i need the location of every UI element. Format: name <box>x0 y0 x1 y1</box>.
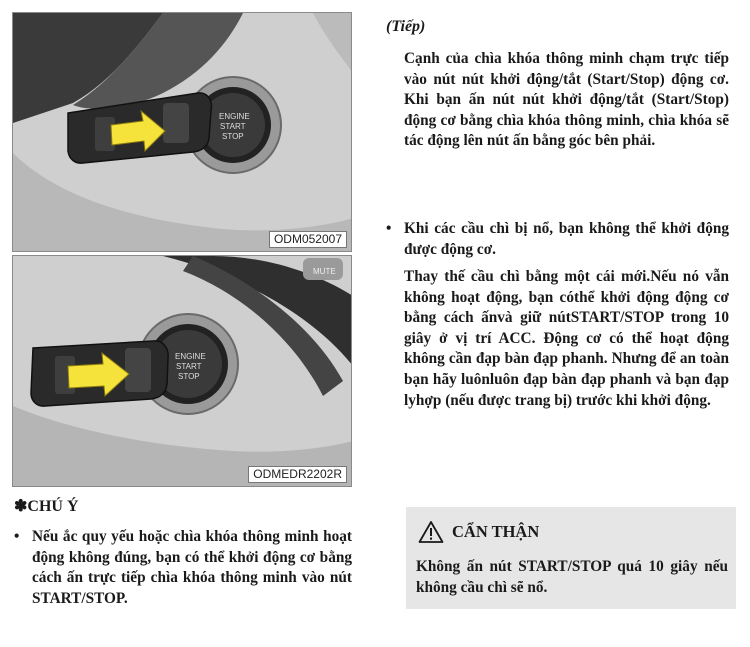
figure-code-2: ODMEDR2202R <box>248 466 347 483</box>
svg-text:STOP: STOP <box>222 132 244 141</box>
illustration-key-on-button-2 <box>12 255 352 487</box>
svg-text:ENGINE: ENGINE <box>219 112 250 121</box>
fuse-bullet-text: Khi các cầu chì bị nổ, bạn không thể khởi động được động cơ. <box>404 220 729 258</box>
bullet-symbol-2: • <box>386 220 392 237</box>
caution-bullet <box>14 527 352 609</box>
svg-text:START: START <box>176 362 202 371</box>
figure-code-1: ODM052007 <box>269 231 347 248</box>
paragraph-1: Cạnh của chìa khóa thông minh chạm trực tiếp vào nút nút khởi động/tắt (Start/Stop) động cơ. Khi bạn ấn nút nút khởi động/tắt (Start/Stop) động cơ bằng chìa khóa thông minh, chìa khóa sẽ tác động lên nút ấn bằng góc bên phải. <box>404 50 729 150</box>
caution-text: Nếu ắc quy yếu hoặc chìa khóa thông minh hoạt động không đúng, bạn có thể khởi động cơ bằng cách ấn trực tiếp chìa khóa thông minh vào nút START/STOP. <box>32 528 352 607</box>
paragraph-2: Thay thế cầu chì bằng một cái mới.Nếu nó vẫn không hoạt động, bạn cóthể khởi động động cơ bằng cách ấnvà giữ nútSTART/STOP trong 10 giây ở vị trí ACC. Động cơ có thể hoạt động không cần đạp bàn đạp phanh. Nhưng để an toàn bạn hãy luônluôn đạp bàn đạp phanh và bạn đạp lyhợp (nếu được trang bị) trước khi khởi động. <box>404 268 729 409</box>
warning-box <box>406 507 736 609</box>
warning-title: CẨN THẬN <box>452 522 540 541</box>
svg-text:ENGINE: ENGINE <box>175 352 206 361</box>
key-lock-button <box>163 103 189 143</box>
caution-title: ✽CHÚ Ý <box>14 498 79 515</box>
steering-column-drawing-2 <box>13 256 352 487</box>
key-lock-button-2 <box>125 348 151 392</box>
warning-text: Không ấn nút START/STOP quá 10 giây nếu không cầu chì sẽ nổ. <box>416 558 728 596</box>
svg-text:START: START <box>220 122 246 131</box>
warning-triangle-icon <box>418 520 444 544</box>
svg-text:MUTE: MUTE <box>313 267 336 276</box>
svg-text:STOP: STOP <box>178 372 200 381</box>
warning-header <box>418 517 539 547</box>
fuse-bullet <box>386 219 729 260</box>
steering-column-drawing <box>13 13 352 252</box>
bullet-symbol: • <box>14 528 20 545</box>
continued-label: (Tiếp) <box>386 18 426 35</box>
illustration-key-on-button-1 <box>12 12 352 252</box>
